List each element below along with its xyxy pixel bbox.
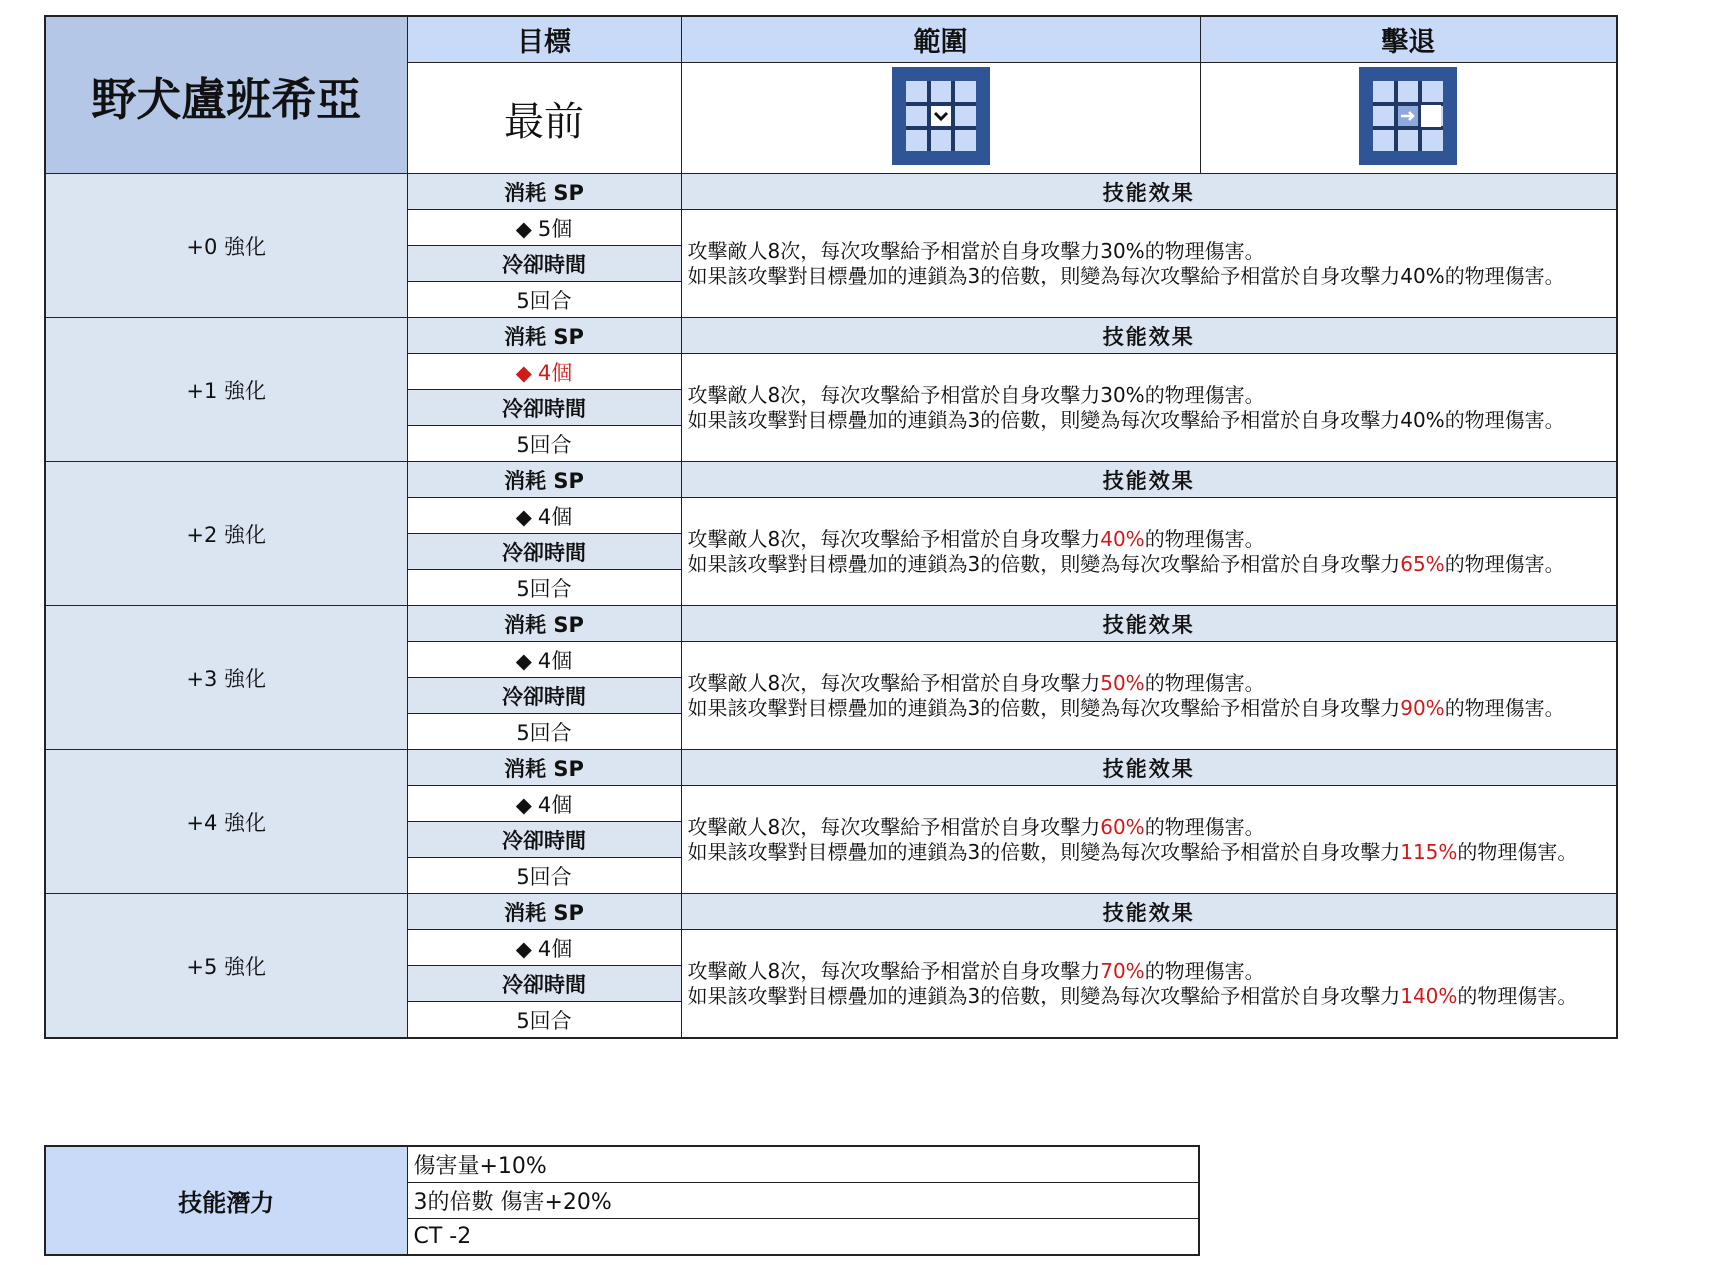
cooldown-header: 冷卻時間 (407, 966, 681, 1002)
effect-text-part: 如果該攻擊對目標疊加的連鎖為3的倍數，則變為每次攻擊給予相當於自身攻擊力 (687, 551, 1401, 576)
diamond-icon: ◆ (515, 504, 532, 529)
effect-value: 140% (1400, 983, 1458, 1008)
effect-header: 技能效果 (681, 462, 1617, 498)
sp-cost-value (407, 354, 681, 390)
knockback-cell (1200, 63, 1617, 174)
effect-line (688, 552, 1617, 577)
diamond-icon: ◆ (515, 936, 532, 961)
effect-line (688, 696, 1617, 721)
cooldown-header: 冷卻時間 (407, 390, 681, 426)
effect-line (688, 984, 1617, 1009)
level-label: +5 強化 (45, 894, 407, 1039)
effect-text-part: 如果該攻擊對目標疊加的連鎖為3的倍數，則變為每次攻擊給予相當於自身攻擊力 (687, 983, 1401, 1008)
effect-text-part: 攻擊敵人8次，每次攻擊給予相當於自身攻擊力 (687, 958, 1101, 983)
effect-value: 50% (1100, 670, 1145, 695)
cooldown-header: 冷卻時間 (407, 678, 681, 714)
grid-down-arrow-icon (892, 67, 990, 169)
sp-cost-value (407, 498, 681, 534)
effect-value: 115% (1400, 839, 1458, 864)
effect-line (688, 264, 1617, 289)
character-name: 野犬盧班希亞 (45, 16, 407, 174)
effect-text-part: 攻擊敵人8次，每次攻擊給予相當於自身攻擊力 (687, 382, 1101, 407)
effect-text-part: 攻擊敵人8次，每次攻擊給予相當於自身攻擊力 (687, 526, 1101, 551)
cooldown-value: 5回合 (407, 714, 681, 750)
sp-cost-value (407, 210, 681, 246)
level-label: +4 強化 (45, 750, 407, 894)
effect-header: 技能效果 (681, 174, 1617, 210)
diamond-icon: ◆ (515, 648, 532, 673)
effect-line (688, 408, 1617, 433)
level-label: +1 強化 (45, 318, 407, 462)
effect-text (681, 354, 1617, 462)
sp-cost-amount: 4個 (537, 936, 573, 961)
level-label: +2 強化 (45, 462, 407, 606)
diamond-icon: ◆ (515, 360, 532, 385)
target-value: 最前 (407, 63, 681, 174)
potential-table (44, 1145, 1200, 1256)
potential-label: 技能潛力 (45, 1146, 407, 1255)
effect-text (681, 498, 1617, 606)
cooldown-header: 冷卻時間 (407, 246, 681, 282)
cooldown-header: 冷卻時間 (407, 534, 681, 570)
effect-value: 65% (1400, 551, 1445, 576)
effect-text-part: 的物理傷害。 (1444, 551, 1565, 576)
diamond-icon: ◆ (515, 792, 532, 817)
potential-item: CT -2 (407, 1219, 1199, 1256)
effect-line (688, 383, 1617, 408)
col-header-knockback: 擊退 (1200, 16, 1617, 63)
cooldown-value: 5回合 (407, 570, 681, 606)
effect-text-part: 的物理傷害。 (1144, 238, 1265, 263)
effect-text-part: 的物理傷害。 (1144, 526, 1265, 551)
effect-line (688, 671, 1617, 696)
sp-cost-amount: 4個 (537, 360, 573, 385)
sp-cost-header: 消耗 SP (407, 606, 681, 642)
effect-text-part: 攻擊敵人8次，每次攻擊給予相當於自身攻擊力 (687, 814, 1101, 839)
sp-cost-amount: 4個 (537, 504, 573, 529)
cooldown-value: 5回合 (407, 858, 681, 894)
level-label: +3 強化 (45, 606, 407, 750)
sp-cost-header: 消耗 SP (407, 894, 681, 930)
effect-text-part: 如果該攻擊對目標疊加的連鎖為3的倍數，則變為每次攻擊給予相當於自身攻擊力 (687, 407, 1401, 432)
effect-value: 30% (1100, 238, 1145, 263)
range-cell (681, 63, 1200, 174)
effect-line (688, 239, 1617, 264)
sp-cost-value (407, 642, 681, 678)
sp-cost-header: 消耗 SP (407, 462, 681, 498)
effect-text-part: 攻擊敵人8次，每次攻擊給予相當於自身攻擊力 (687, 670, 1101, 695)
potential-item: 傷害量+10% (407, 1146, 1199, 1183)
effect-text (681, 642, 1617, 750)
effect-text-part: 的物理傷害。 (1144, 958, 1265, 983)
cooldown-value: 5回合 (407, 282, 681, 318)
effect-value: 70% (1100, 958, 1145, 983)
effect-header: 技能效果 (681, 894, 1617, 930)
effect-line (688, 840, 1617, 865)
effect-line (688, 815, 1617, 840)
effect-line (688, 527, 1617, 552)
effect-text (681, 210, 1617, 318)
effect-text-part: 的物理傷害。 (1457, 983, 1578, 1008)
effect-line (688, 959, 1617, 984)
effect-text-part: 的物理傷害。 (1444, 695, 1565, 720)
level-label: +0 強化 (45, 174, 407, 318)
effect-text-part: 如果該攻擊對目標疊加的連鎖為3的倍數，則變為每次攻擊給予相當於自身攻擊力 (687, 695, 1401, 720)
sp-cost-header: 消耗 SP (407, 174, 681, 210)
sp-cost-amount: 4個 (537, 648, 573, 673)
effect-header: 技能效果 (681, 606, 1617, 642)
effect-text (681, 786, 1617, 894)
sp-cost-value (407, 930, 681, 966)
grid-right-arrow-icon (1359, 67, 1457, 169)
cooldown-header: 冷卻時間 (407, 822, 681, 858)
effect-value: 90% (1400, 695, 1445, 720)
sp-cost-value (407, 786, 681, 822)
effect-text-part: 攻擊敵人8次，每次攻擊給予相當於自身攻擊力 (687, 238, 1101, 263)
sp-cost-header: 消耗 SP (407, 750, 681, 786)
diamond-icon: ◆ (515, 216, 532, 241)
effect-text-part: 的物理傷害。 (1457, 839, 1578, 864)
effect-text-part: 的物理傷害。 (1144, 814, 1265, 839)
effect-header: 技能效果 (681, 750, 1617, 786)
effect-text-part: 如果該攻擊對目標疊加的連鎖為3的倍數，則變為每次攻擊給予相當於自身攻擊力 (687, 263, 1401, 288)
effect-text-part: 的物理傷害。 (1444, 263, 1565, 288)
col-header-target: 目標 (407, 16, 681, 63)
sp-cost-header: 消耗 SP (407, 318, 681, 354)
skill-table (44, 15, 1618, 1039)
effect-text-part: 如果該攻擊對目標疊加的連鎖為3的倍數，則變為每次攻擊給予相當於自身攻擊力 (687, 839, 1401, 864)
effect-text-part: 的物理傷害。 (1444, 407, 1565, 432)
col-header-range: 範圍 (681, 16, 1200, 63)
effect-value: 40% (1400, 407, 1445, 432)
effect-text (681, 930, 1617, 1039)
effect-value: 60% (1100, 814, 1145, 839)
effect-value: 40% (1400, 263, 1445, 288)
sp-cost-amount: 4個 (537, 792, 573, 817)
effect-text-part: 的物理傷害。 (1144, 670, 1265, 695)
effect-value: 30% (1100, 382, 1145, 407)
effect-value: 40% (1100, 526, 1145, 551)
cooldown-value: 5回合 (407, 1002, 681, 1039)
cooldown-value: 5回合 (407, 426, 681, 462)
effect-text-part: 的物理傷害。 (1144, 382, 1265, 407)
sp-cost-amount: 5個 (537, 216, 573, 241)
effect-header: 技能效果 (681, 318, 1617, 354)
potential-item: 3的倍數 傷害+20% (407, 1183, 1199, 1219)
